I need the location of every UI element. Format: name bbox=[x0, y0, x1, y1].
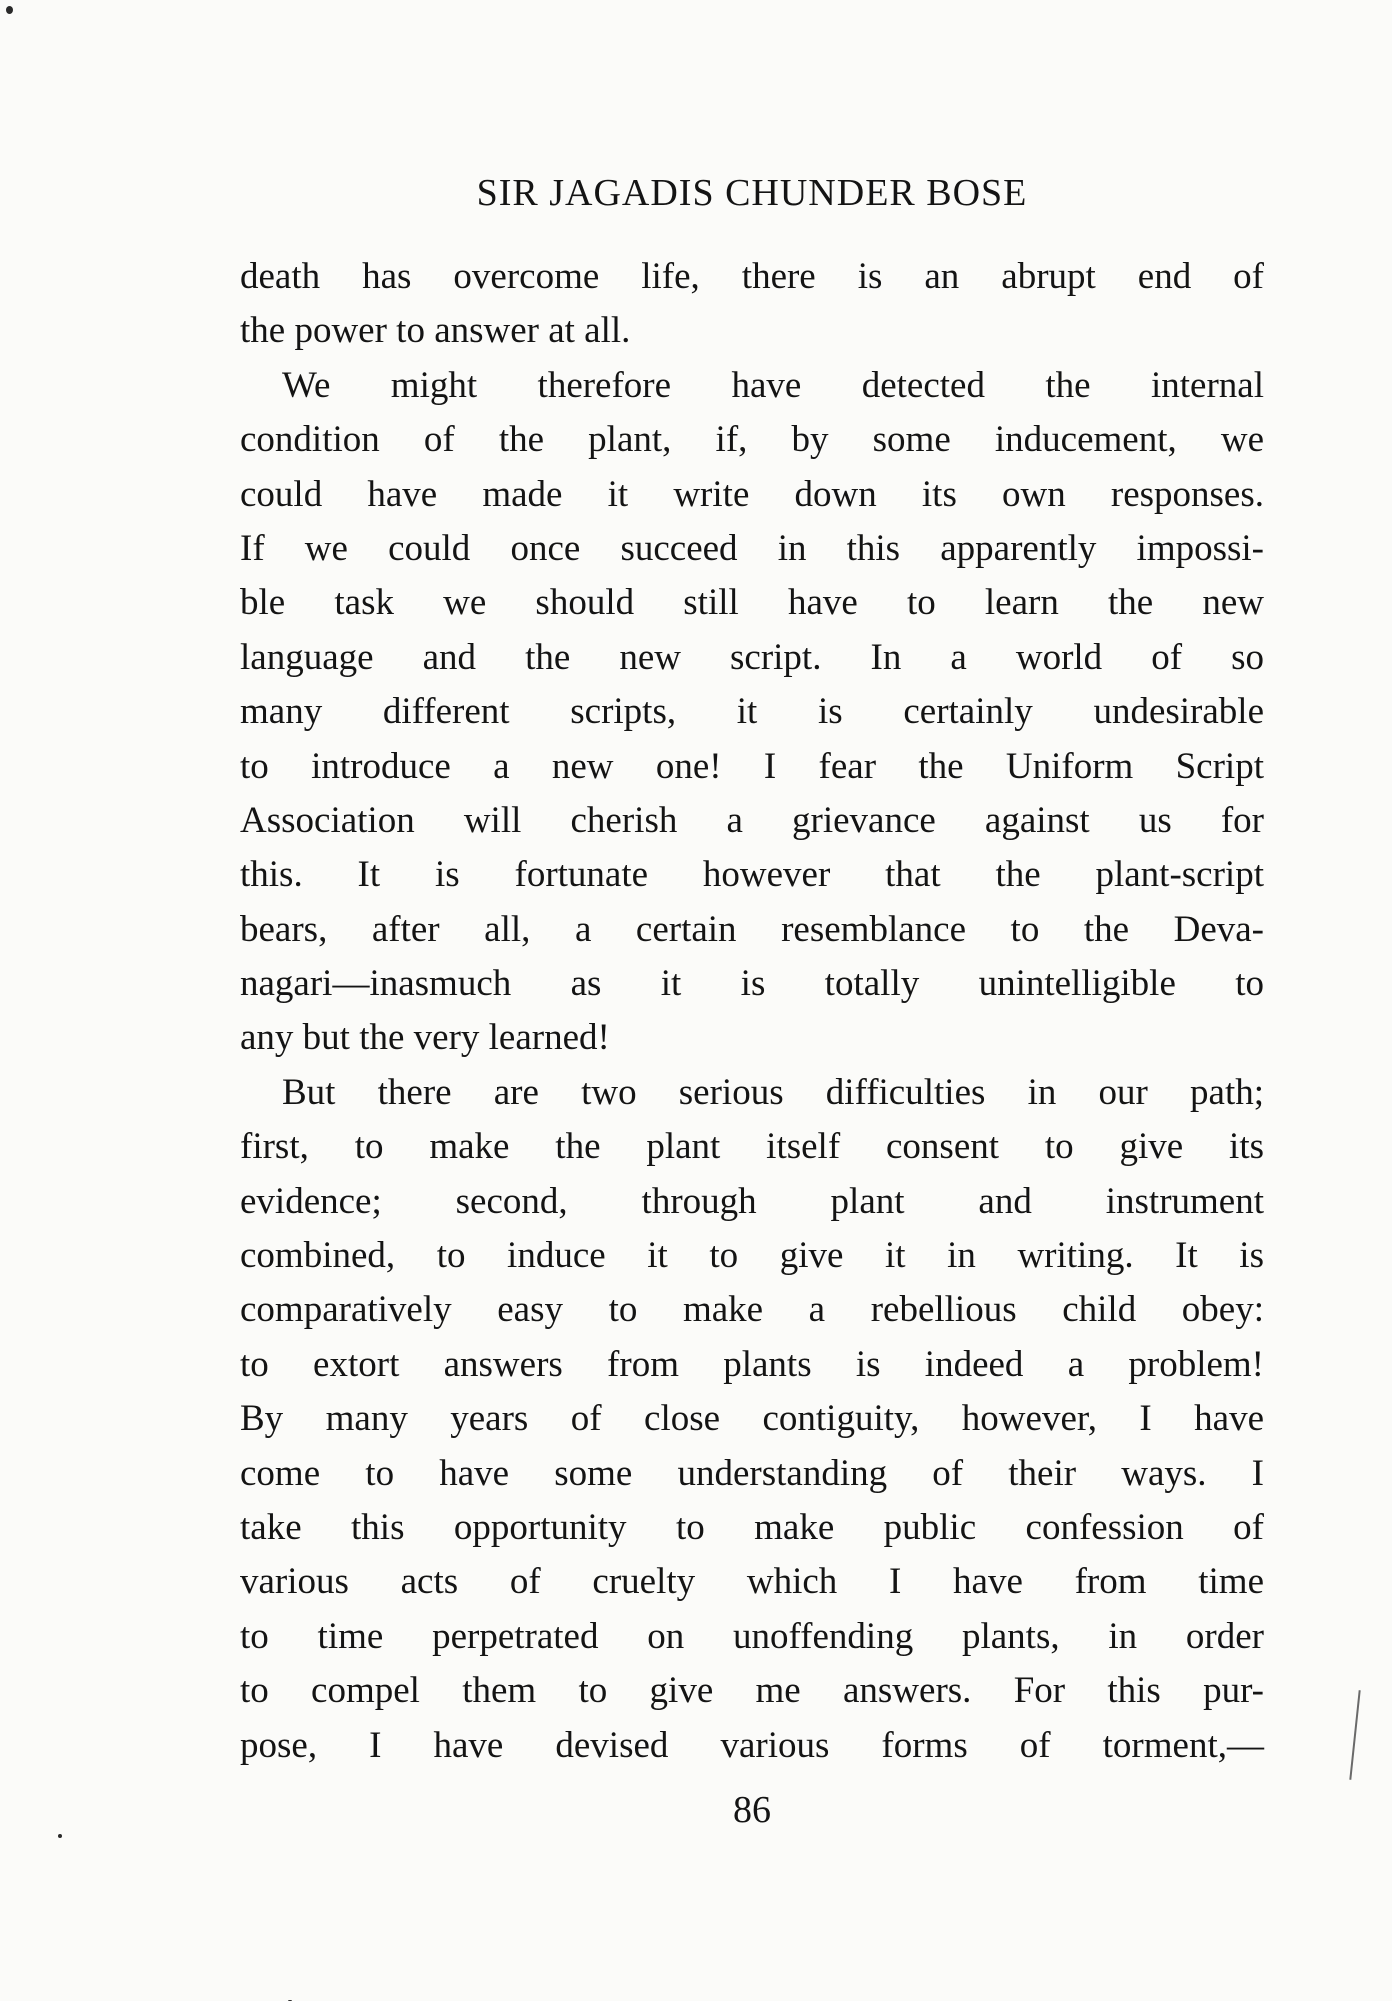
text-line: combined, to induce it to give it in writing. It is bbox=[240, 1235, 1264, 1277]
running-head: SIR JAGADIS CHUNDER BOSE bbox=[476, 172, 1028, 214]
text-line: We might therefore have detected the internal bbox=[282, 364, 1264, 406]
text-line: nagari—inasmuch as it is totally unintelligible to bbox=[240, 963, 1264, 1005]
text-line: If we could once succeed in this apparently impossi- bbox=[240, 527, 1264, 569]
text-line: to introduce a new one! I fear the Uniform Script bbox=[240, 745, 1264, 787]
text-line: pose, I have devised various forms of torment,— bbox=[240, 1724, 1264, 1766]
text-line: evidence; second, through plant and instrument bbox=[240, 1180, 1264, 1222]
text-line: language and the new script. In a world of so bbox=[240, 636, 1264, 678]
text-line: come to have some understanding of their ways. I bbox=[240, 1452, 1264, 1494]
text-line: bears, after all, a certain resemblance to the Deva- bbox=[240, 908, 1264, 950]
text-line: could have made it write down its own responses. bbox=[240, 473, 1264, 515]
text-line: take this opportunity to make public confession of bbox=[240, 1506, 1264, 1548]
body-text bbox=[240, 250, 1264, 1773]
page-number: 86 bbox=[733, 1789, 771, 1831]
text-line: By many years of close contiguity, however, I have bbox=[240, 1398, 1264, 1440]
text-line: the power to answer at all. bbox=[240, 310, 631, 352]
text-line: any but the very learned! bbox=[240, 1017, 610, 1059]
text-line: many different scripts, it is certainly undesirable bbox=[240, 691, 1264, 733]
text-line: Association will cherish a grievance against us for bbox=[240, 799, 1264, 841]
text-line: But there are two serious difficulties in our path; bbox=[282, 1071, 1264, 1113]
text-line: ble task we should still have to learn the new bbox=[240, 582, 1264, 624]
text-line: various acts of cruelty which I have from time bbox=[240, 1561, 1264, 1603]
text-line: comparatively easy to make a rebellious child obey: bbox=[240, 1289, 1264, 1331]
text-line: to time perpetrated on unoffending plants, in order bbox=[240, 1615, 1264, 1657]
text-line: death has overcome life, there is an abrupt end of bbox=[240, 256, 1264, 297]
text-line: condition of the plant, if, by some inducement, we bbox=[240, 419, 1264, 461]
text-line: first, to make the plant itself consent to give its bbox=[240, 1126, 1264, 1168]
scan-edge-mark bbox=[1349, 1690, 1360, 1780]
text-line: to compel them to give me answers. For this pur- bbox=[240, 1670, 1264, 1712]
text-line: to extort answers from plants is indeed a problem! bbox=[240, 1343, 1264, 1385]
scan-speck bbox=[6, 6, 13, 14]
scan-speck bbox=[58, 1834, 62, 1838]
text-line: this. It is fortunate however that the plant-script bbox=[240, 854, 1264, 896]
